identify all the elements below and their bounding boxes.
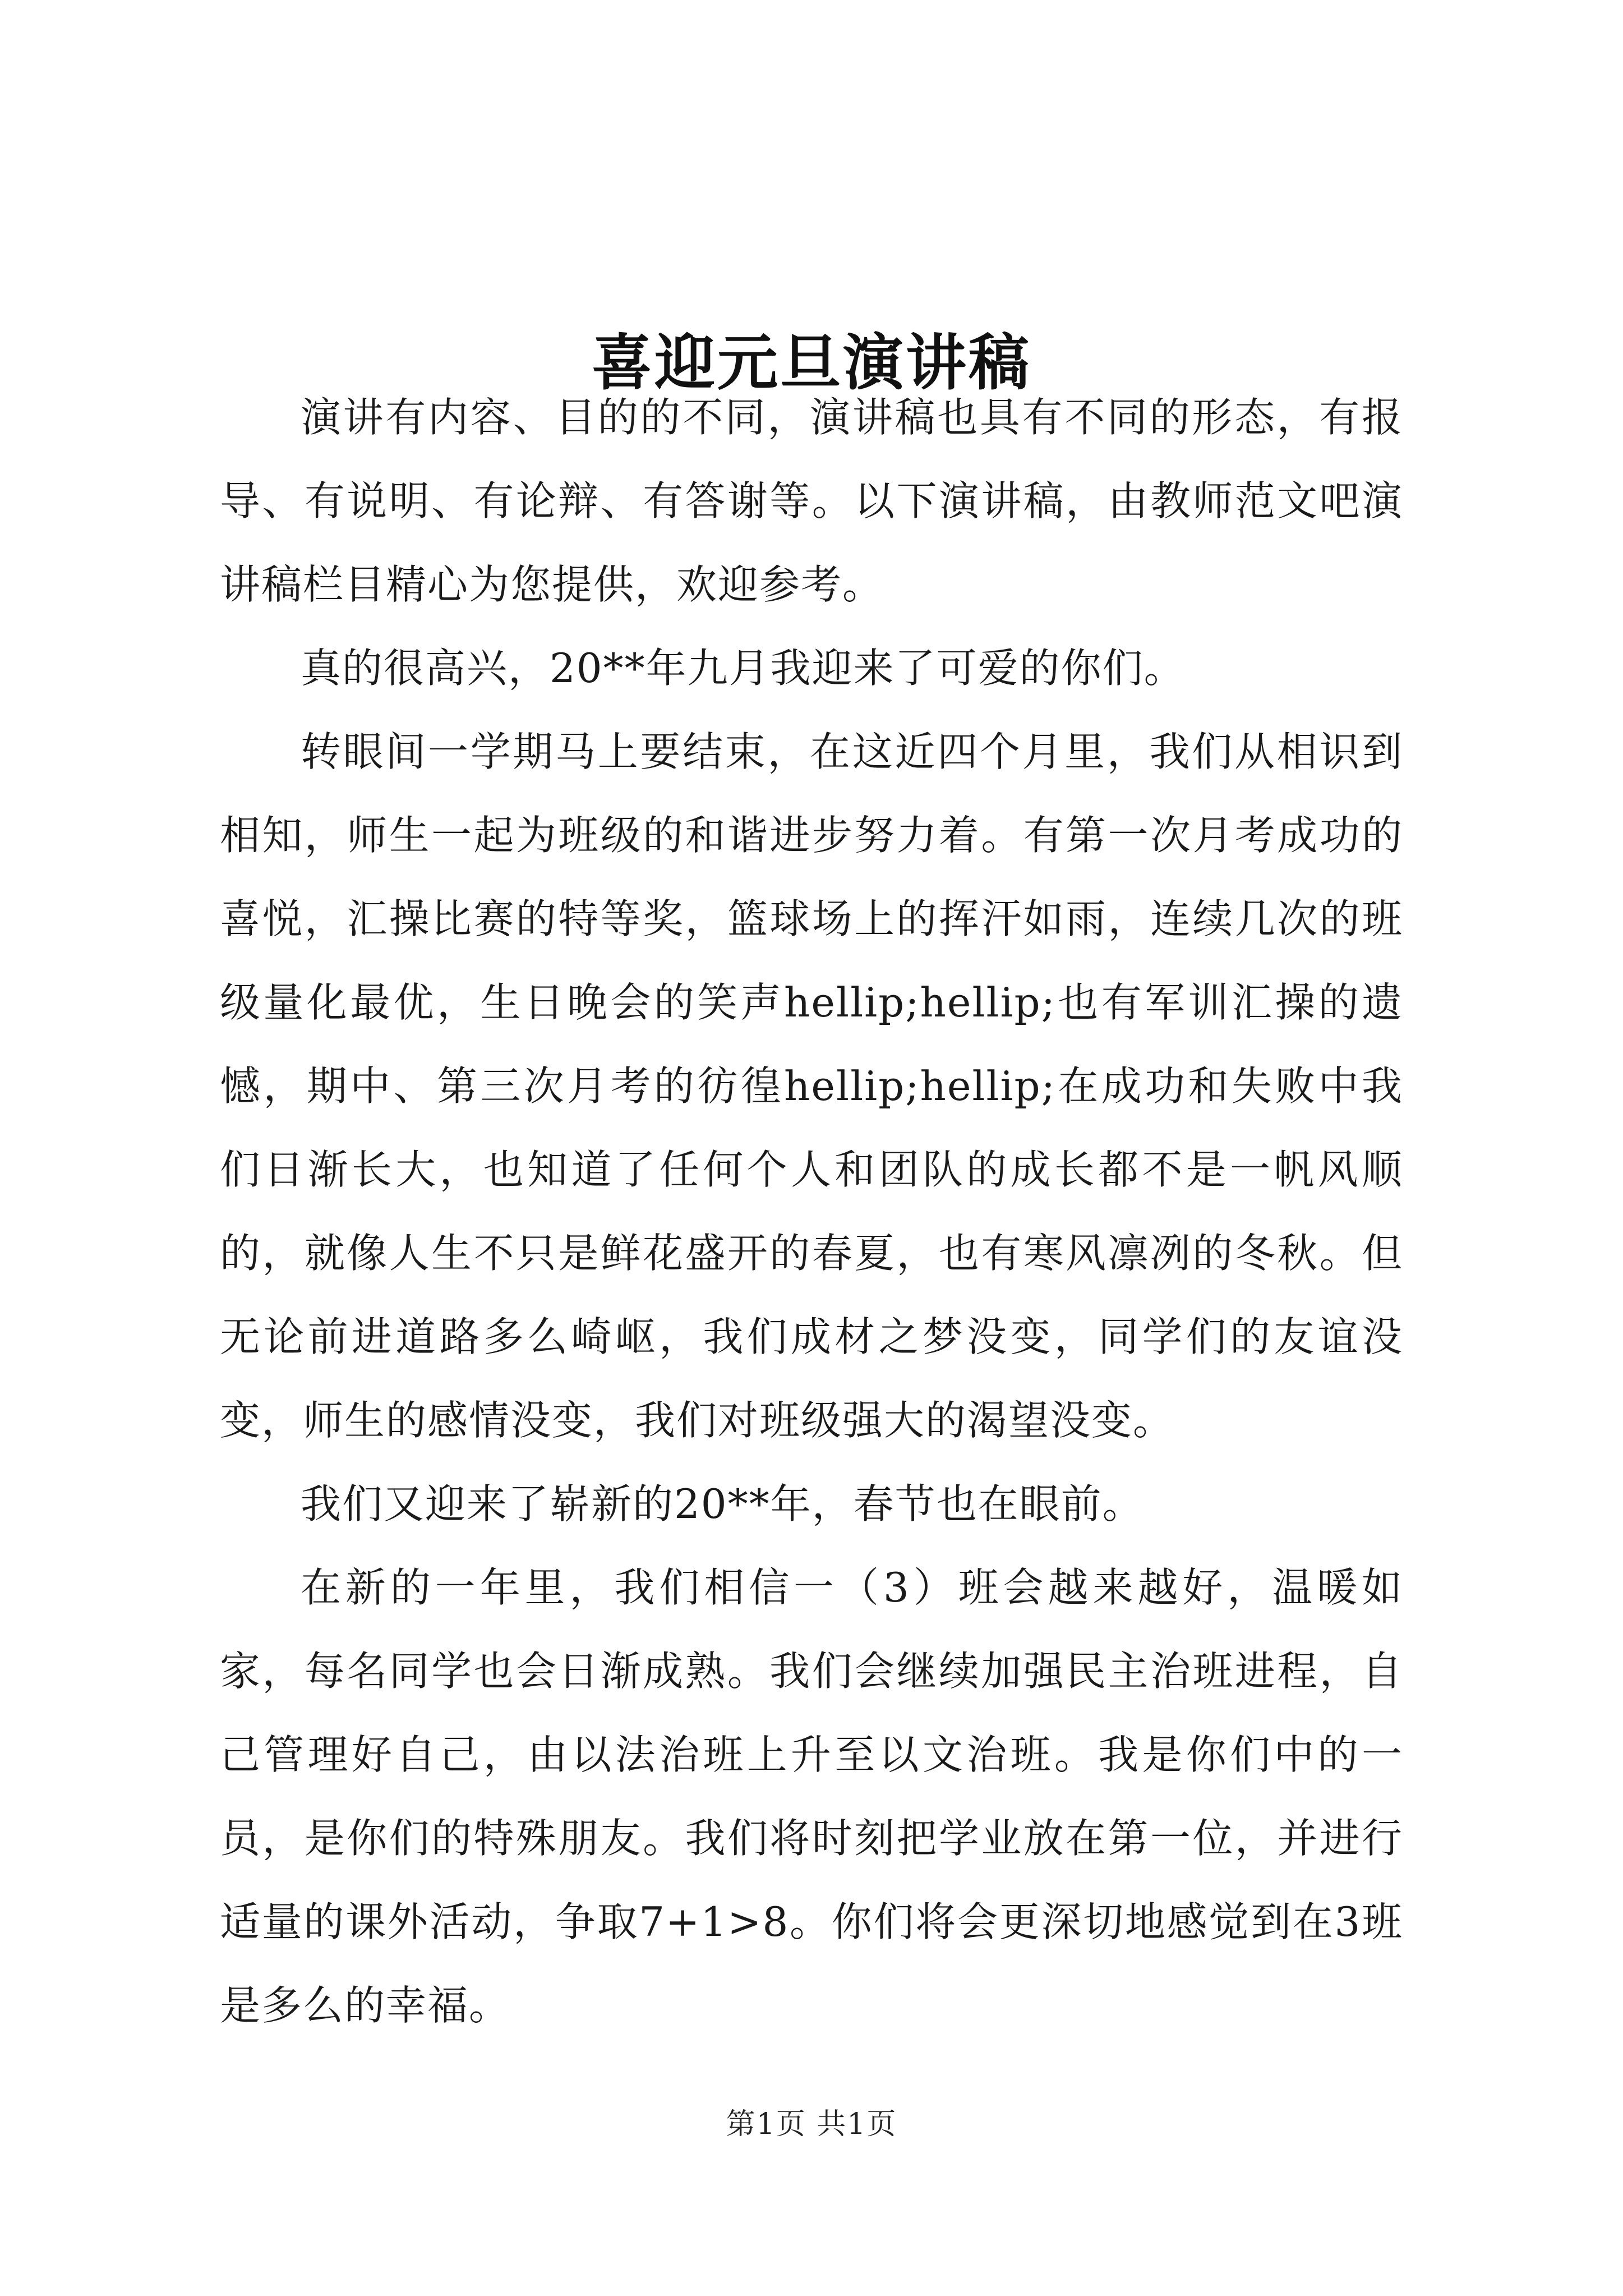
page-footer: 第1页 共1页 — [726, 2108, 897, 2141]
paragraph-review: 转眼间一学期马上要结束，在这近四个月里，我们从相识到相知，师生一起为班级的和谐进步努力着。有第一次月考成功的喜悦，汇操比赛的特等奖，篮球场上的挥汗如雨，连续几次的班级量化最优，生日晚会的笑声hellip;hellip;也有军训汇操的遗憾，期中、第三次月考的彷徨hellip;hellip;在成功和失败中我们日渐长大，也知道了任何个人和团队的成长都不是一帆风顺的，就像人生不只是鲜花盛开的春夏，也有寒风凛冽的冬秋。但无论前进道路多么崎岖，我们成材之梦没变，同学们的友谊没变，师生的感情没变，我们对班级强大的渴望没变。 — [220, 728, 1403, 1444]
paragraph-intro: 演讲有内容、目的的不同，演讲稿也具有不同的形态，有报导、有说明、有论辩、有答谢等。以下演讲稿，由教师范文吧演讲稿栏目精心为您提供，欢迎参考。 — [220, 394, 1403, 608]
paragraph-greeting: 真的很高兴，20**年九月我迎来了可爱的你们。 — [301, 645, 1186, 692]
paragraph-outlook: 在新的一年里，我们相信一（3）班会越来越好，温暖如家，每名同学也会日渐成熟。我们会继续加强民主治班进程，自己管理好自己，由以法治班上升至以文治班。我是你们中的一员，是你们的特殊朋友。我们将时刻把学业放在第一位，并进行适量的课外活动，争取7+1>8。你们将会更深切地感觉到在3班是多么的幸福。 — [220, 1564, 1403, 2029]
paragraph-new-year: 我们又迎来了崭新的20**年，春节也在眼前。 — [301, 1480, 1144, 1527]
document-body — [220, 376, 1403, 2047]
document-title: 喜迎元旦演讲稿 — [591, 328, 1031, 399]
